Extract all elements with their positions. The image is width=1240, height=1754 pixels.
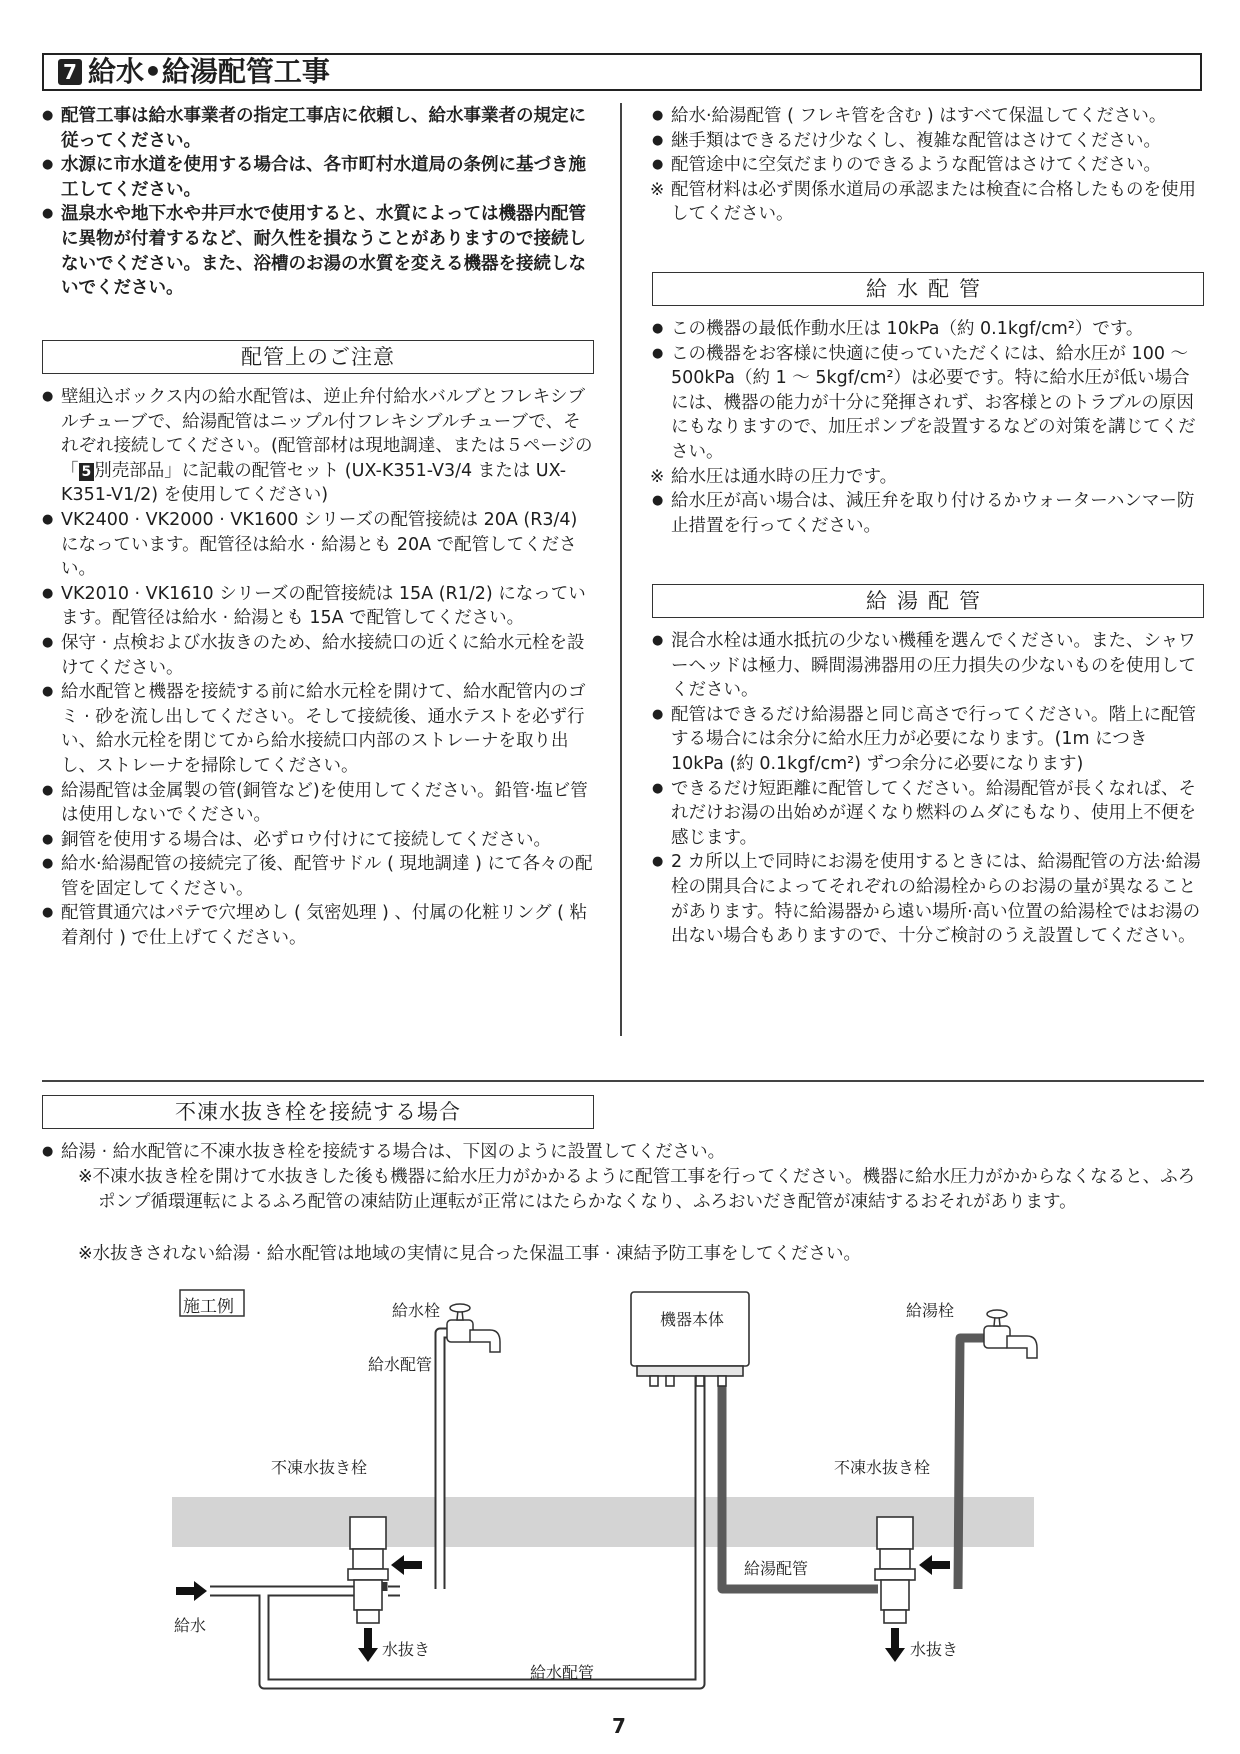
- supply-faucet-icon: [447, 1304, 500, 1352]
- list-item: ● 混合水栓は通水抵抗の少ない機種を選んでください。また、シャワーヘッドは極力、瞬間湯沸器用の圧力損失の少ないものを使用してください。: [652, 629, 1204, 703]
- hot-faucet-label: 給湯栓: [906, 1301, 955, 1320]
- example-label-text: 施工例: [183, 1297, 234, 1317]
- section-5-badge: 5: [79, 463, 95, 481]
- note-item: ※ 配管材料は必ず関係水道局の承認または検査に合格したものを使用してください。: [652, 178, 1204, 227]
- supply-bullet-list: [652, 317, 1204, 538]
- caution-bullet-list: [42, 385, 594, 951]
- frost-note-2: ※水抜きされない給湯 · 給水配管は地域の実情に見合った保温工事 · 凍結予防工事をしてください。: [78, 1244, 862, 1264]
- caution-first-text-b: 別売部品」に記載の配管セット (UX-K351-V3/4 または UX-K351-V1/2) を使用してください): [61, 460, 567, 506]
- drain-valve-right-label: 不凍水抜き栓: [834, 1458, 931, 1477]
- supply-in-label: 給水: [174, 1616, 207, 1635]
- section-title-text: 給水•給湯配管工事: [88, 55, 330, 88]
- page-number: 7: [612, 1714, 626, 1738]
- frost-note-1-text: 不凍水抜き栓を開けて水抜きした後も機器に給水圧力がかかるように配管工事を行ってください。機器に給水圧力がかからなくなると、ふろポンプ循環運転によるふろ配管の凍結防止運転が正常にはたらかなくなり、ふろおいだき配管が凍結するおそれがあります。: [92, 1167, 1196, 1212]
- general-bullet-list: [652, 104, 1204, 227]
- drain-valve-left-label: 不凍水抜き栓: [271, 1458, 368, 1477]
- caution-heading: 配管上のご注意: [42, 340, 594, 374]
- list-item: ● 給水圧が高い場合は、減圧弁を取り付けるかウォーターハンマー防止措置を行ってください。: [652, 489, 1204, 538]
- unit-label: 機器本体: [660, 1310, 725, 1329]
- hot-faucet-icon: [984, 1310, 1037, 1358]
- supply-pipe-top-label: 給水配管: [368, 1355, 433, 1374]
- drain-valve-right: [875, 1517, 915, 1623]
- list-item: ● 配管貫通穴はパテで穴埋めし ( 気密処理 ) 、付属の化粧リング ( 粘着剤付 ) で仕上げてください。: [42, 901, 594, 950]
- list-item: ● 配管はできるだけ給湯器と同じ高さで行ってください。階上に配管する場合には余分に給水圧力が必要になります。(1m につき 10kPa (約 0.1kgf/cm²) ずつ余分に必要になります): [652, 703, 1204, 777]
- right-inflow-arrow: [919, 1555, 950, 1575]
- list-item: ● 給水·給湯配管の接続完了後、配管サドル ( 現地調達 ) にて各々の配管を固定してください。: [42, 852, 594, 901]
- hot-heading: 給湯配管: [652, 584, 1204, 618]
- frost-heading: 不凍水抜き栓を接続する場合: [42, 1095, 594, 1129]
- hot-pipe-label: 給湯配管: [744, 1559, 809, 1578]
- supply-in-arrow: [176, 1581, 207, 1601]
- list-item: ● 2 カ所以上で同時にお湯を使用するときには、給湯配管の方法·給湯栓の開具合によってそれぞれの給湯栓からのお湯の量が異なることがあります。特に給湯器から遠い場所·高い位置の給湯栓ではお湯の出ない場合もありますので、十分ご検討のうえ設置してください。: [652, 850, 1204, 948]
- section-title: [42, 53, 1202, 91]
- right-drain-arrow: [885, 1628, 905, 1662]
- supply-heading: 給水配管: [652, 272, 1204, 306]
- frost-bullet-list: [42, 1140, 1204, 1165]
- list-item: ● 配管工事は給水事業者の指定工事店に依頼し、給水事業者の規定に従ってください。: [42, 104, 594, 153]
- list-item: ● この機器をお客様に快適に使っていただくには、給水圧が 100 ～ 500kPa（約 1 ～ 5kgf/cm²）は必要です。特に給水圧が低い場合には、機器の能力が十分に発揮されず、お客様とのトラブルの原因にもなりますので、加圧ポンプを設置するなどの対策を講じてください。: [652, 342, 1204, 465]
- list-item: ● 給水·給湯配管 ( フレキ管を含む ) はすべて保温してください。: [652, 104, 1204, 129]
- intro-bullet-list: [42, 104, 594, 301]
- frost-note-2-text: 水抜きされない給湯 · 給水配管は地域の実情に見合った保温工事 · 凍結予防工事をしてください。: [92, 1244, 862, 1264]
- list-item: ● この機器の最低作動水圧は 10kPa（約 0.1kgf/cm²）です。: [652, 317, 1204, 342]
- list-item: ● 給湯 · 給水配管に不凍水抜き栓を接続する場合は、下図のように設置してください。: [42, 1140, 1204, 1165]
- supply-pipe-bottom-label: 給水配管: [530, 1663, 595, 1682]
- list-item: ● 給水配管と機器を接続する前に給水元栓を開けて、給水配管内のゴミ · 砂を流し出してください。そして接続後、通水テストを必ず行い、給水元栓を閉じてから給水接続口内部のストレーナを取り出し、ストレーナを掃除してください。: [42, 680, 594, 778]
- section-number-badge: 7: [58, 59, 82, 85]
- list-item: ● 給湯配管は金属製の管(銅管など)を使用してください。鉛管·塩ビ管は使用しないでください。: [42, 779, 594, 828]
- list-item: ● 継手類はできるだけ少なくし、複雑な配管はさけてください。: [652, 129, 1204, 154]
- left-drain-arrow: [358, 1628, 378, 1662]
- drain-left-label: 水抜き: [382, 1640, 431, 1659]
- list-item: ● 温泉水や地下水や井戸水で使用すると、水質によっては機器内配管に異物が付着するなど、耐久性を損なうことがありますので接続しないでください。また、浴槽のお湯の水質を変える機器を接続しないでください。: [42, 202, 594, 300]
- list-item: ● 保守 · 点検および水抜きのため、給水接続口の近くに給水元栓を設けてください。: [42, 631, 594, 680]
- list-item: [42, 385, 594, 508]
- supply-faucet-label: 給水栓: [392, 1301, 441, 1320]
- list-item: ● 銅管を使用する場合は、必ずロウ付けにて接続してください。: [42, 828, 594, 853]
- column-divider: [620, 103, 622, 1036]
- caution-first-text-a: 壁組込ボックス内の給水配管は、逆止弁付給水バルブとフレキシブルチューブで、給湯配管はニップル付フレキシブルチューブで、それぞれ接続してください。(配管部材は現地調達、または５ページの「: [61, 387, 593, 481]
- note-item: ※ 給水圧は通水時の圧力です。: [652, 465, 1204, 490]
- drain-valve-left: [348, 1517, 388, 1623]
- list-item: ● できるだけ短距離に配管してください。給湯配管が長くなれば、それだけお湯の出始めが遅くなり燃料のムダにもなり、使用上不便を感じます。: [652, 777, 1204, 851]
- list-item: ● VK2010 · VK1610 シリーズの配管接続は 15A (R1/2) になっています。配管径は給水 · 給湯とも 15A で配管してください。: [42, 582, 594, 631]
- left-inflow-arrow: [391, 1555, 422, 1575]
- list-item: ● VK2400 · VK2000 · VK1600 シリーズの配管接続は 20A (R3/4) になっています。配管径は給水 · 給湯とも 20A で配管してください。: [42, 508, 594, 582]
- list-item: ● 配管途中に空気だまりのできるような配管はさけてください。: [652, 153, 1204, 178]
- hot-bullet-list: [652, 629, 1204, 949]
- frost-note-1: ※不凍水抜き栓を開けて水抜きした後も機器に給水圧力がかかるように配管工事を行ってください。機器に給水圧力がかからなくなると、ふろポンプ循環運転によるふろ配管の凍結防止運転が正常にはたらかなくなり、ふろおいだき配管が凍結するおそれがあります。: [78, 1167, 1196, 1212]
- flow-arrows: [176, 1555, 950, 1662]
- section-rule: [42, 1080, 1204, 1082]
- list-item: ● 水源に市水道を使用する場合は、各市町村水道局の条例に基づき施工してください。: [42, 153, 594, 202]
- drain-right-label: 水抜き: [910, 1640, 959, 1659]
